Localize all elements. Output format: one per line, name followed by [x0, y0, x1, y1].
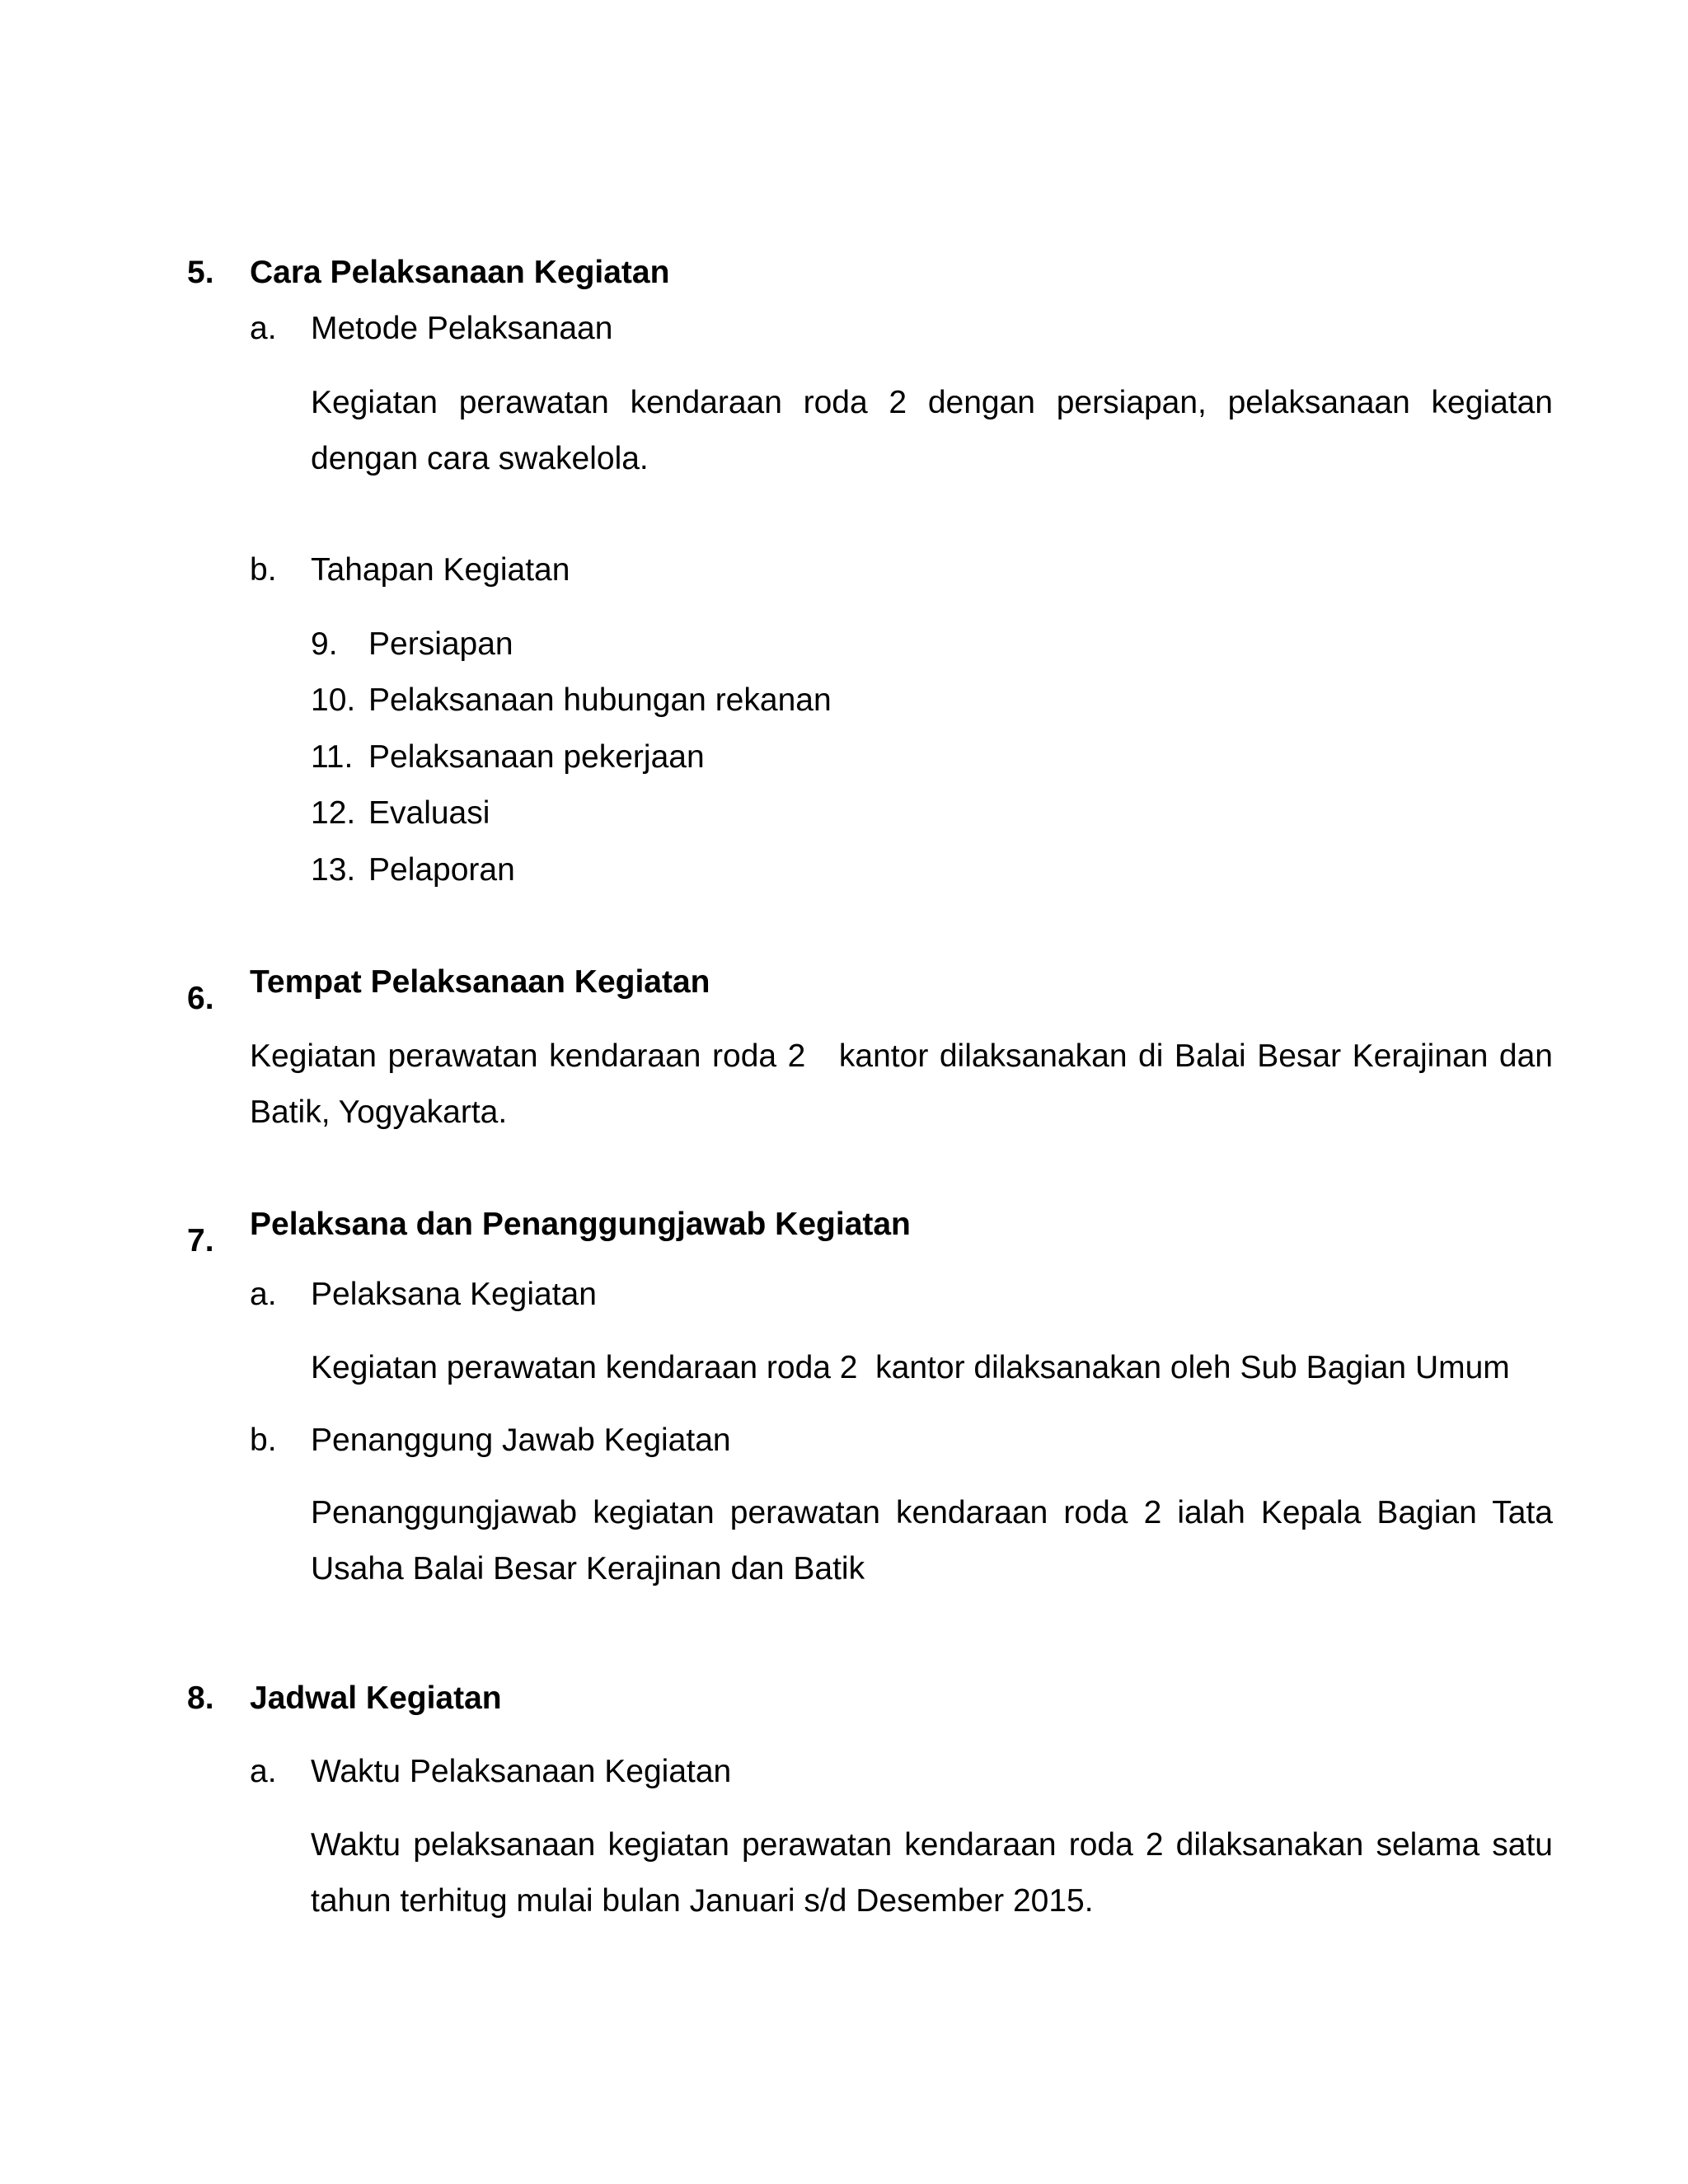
step-number: 11.: [311, 739, 354, 775]
section-6-number: 6.: [187, 981, 214, 1016]
step-label: Pelaporan: [368, 852, 515, 888]
section-5-item-a-text: Kegiatan perawatan kendaraan roda 2 dengan persiapan, pelaksanaan kegiatan dengan cara swakelola.: [311, 385, 1553, 476]
section-5-item-b-label: Tahapan Kegiatan: [311, 552, 570, 588]
section-8-title: Jadwal Kegiatan: [250, 1680, 502, 1716]
section-7-item-b-text: Penanggungjawab kegiatan perawatan kendaraan roda 2 ialah Kepala Bagian Tata Usaha Balai Besar Kerajinan dan Batik: [311, 1495, 1553, 1586]
section-8-item-a-letter: a.: [250, 1754, 277, 1789]
section-8-number: 8.: [187, 1680, 214, 1716]
section-6-text: Kegiatan perawatan kendaraan roda 2 kantor dilaksanakan di Balai Besar Kerajinan dan Batik, Yogyakarta.: [250, 1038, 1562, 1130]
section-7-item-a-letter: a.: [250, 1277, 277, 1312]
step-label: Pelaksanaan pekerjaan: [368, 739, 705, 775]
section-7-number: 7.: [187, 1223, 214, 1258]
section-5-item-b-letter: b.: [250, 552, 277, 588]
step-number: 12.: [311, 795, 356, 831]
section-7-item-b-label: Penanggung Jawab Kegiatan: [311, 1422, 731, 1458]
step-number: 13.: [311, 852, 356, 888]
step-label: Pelaksanaan hubungan rekanan: [368, 682, 832, 718]
section-7-item-b-letter: b.: [250, 1422, 277, 1458]
section-5-item-a-label: Metode Pelaksanaan: [311, 311, 613, 346]
step-number: 9.: [311, 626, 338, 662]
section-5-title: Cara Pelaksanaan Kegiatan: [250, 255, 670, 290]
step-label: Evaluasi: [368, 795, 490, 831]
section-8-item-a-text: Waktu pelaksanaan kegiatan perawatan kendaraan roda 2 dilaksanakan selama satu tahun terhitug mulai bulan Januari s/d Desember 2015.: [311, 1827, 1553, 1919]
section-8-item-a-label: Waktu Pelaksanaan Kegiatan: [311, 1754, 732, 1789]
section-5-item-a-letter: a.: [250, 311, 277, 346]
section-7-title: Pelaksana dan Penanggungjawab Kegiatan: [250, 1207, 911, 1242]
section-7-item-a-text: Kegiatan perawatan kendaraan roda 2 kantor dilaksanakan oleh Sub Bagian Umum: [311, 1350, 1510, 1385]
step-label: Persiapan: [368, 626, 513, 662]
step-number: 10.: [311, 682, 356, 718]
section-7-item-a-label: Pelaksana Kegiatan: [311, 1277, 597, 1312]
section-5-number: 5.: [187, 255, 214, 290]
section-6-title: Tempat Pelaksanaan Kegiatan: [250, 964, 710, 1000]
